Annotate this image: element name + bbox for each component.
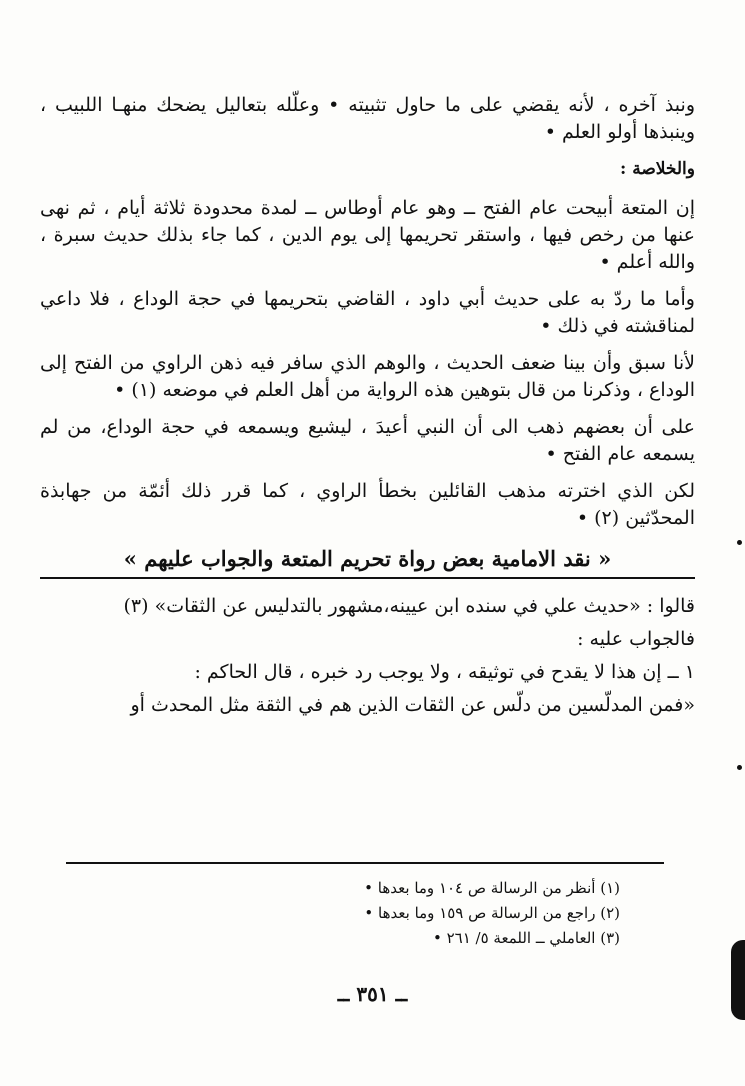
section-line-3: ١ ــ إن هذا لا يقدح في توثيقه ، ولا يوجب رد خبره ، قال الحاكم : — [194, 661, 695, 683]
binding-edge-mark — [731, 940, 745, 1020]
section-line-2: فالجواب عليه : — [577, 628, 695, 650]
summary-heading: والخلاصة : — [620, 159, 695, 179]
edge-dot — [737, 765, 742, 770]
paragraph-3: وأما ما ردّ به على حديث أبي داود ، القاضي بتحريمها في حجة الوداع ، فلا داعي لمناقشته في ذلك • — [40, 288, 695, 337]
paragraph-5: على أن بعضهم ذهب الى أن النبي أعيدَ ، ليشيع ويسمعه في حجة الوداع، من لم يسمعه عام الفتح • — [40, 416, 695, 465]
edge-dot — [737, 540, 742, 545]
footnotes — [260, 876, 620, 951]
paragraph-6: لكن الذي اخترته مذهب القائلين بخطأ الراوي ، كما قرر ذلك أئمّة من جهابذة المحدّثين (٢) • — [40, 480, 695, 529]
paragraph-4: لأنا سبق وأن بينا ضعف الحديث ، والوهم الذي سافر فيه ذهن الراوي من الفتح إلى الوداع ، وذكرنا من قال بتوهين هذه الرواية من أهل العلم في موضعه (١) • — [40, 352, 695, 401]
paragraph-1: ونبذ آخره ، لأنه يقضي على ما حاول تثبيته • وعلّله بتعاليل يضحك منهـا اللبيب ، وينبذها أولو العلم • — [40, 94, 695, 143]
section-line-1: قالوا : «حديث علي في سنده ابن عيينه،مشهور بالتدليس عن الثقات» (٣) — [123, 595, 695, 617]
footnote-1: (١) أنظر من الرسالة ص ١٠٤ وما بعدها • — [364, 879, 620, 897]
paragraph-2: إن المتعة أبيحت عام الفتح ــ وهو عام أوطاس ــ لمدة محدودة ثلاثة أيام ، ثم نهى عنها من رخص فيها ، واستقر تحريمها إلى يوم الدين ، كما جاء بذلك حديث سبرة ، والله أعلم • — [40, 197, 695, 273]
page-number: ــ ٣٥١ ــ — [337, 982, 408, 1006]
footnote-divider — [66, 862, 664, 864]
section-line-4: «فمن المدلّسين من دلّس عن الثقات الذين هم في الثقة مثل المحدث أو — [130, 694, 695, 716]
footnote-3: (٣) العاملي ــ اللمعة ٥/ ٢٦١ • — [432, 929, 620, 947]
section-divider — [40, 577, 695, 579]
section-title: « نقد الامامية بعض رواة تحريم المتعة والجواب عليهم » — [123, 546, 612, 571]
footnote-2: (٢) راجع من الرسالة ص ١٥٩ وما بعدها • — [364, 904, 620, 922]
